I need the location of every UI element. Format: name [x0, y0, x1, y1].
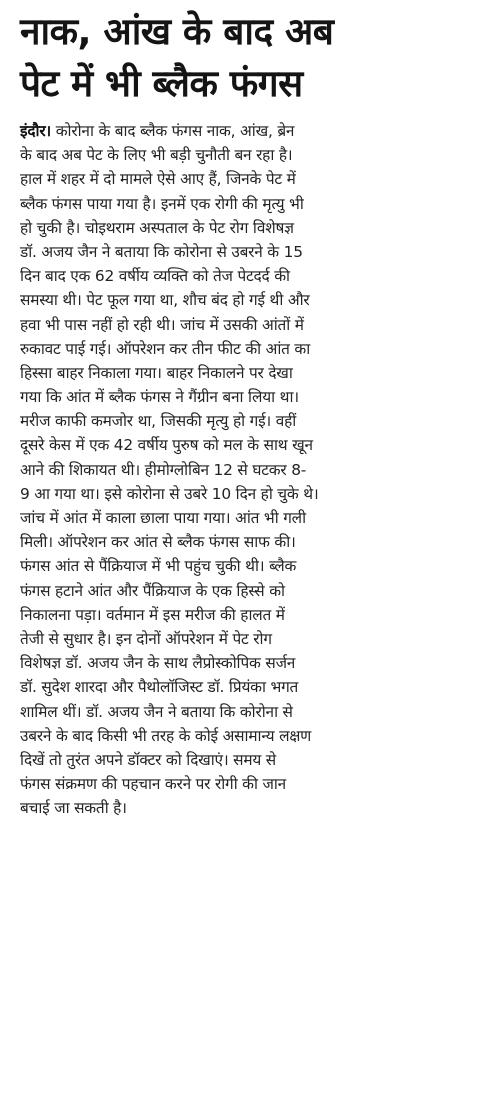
- body-line: जांच में आंत में काला छाला पाया गया। आंत भी गली: [20, 509, 306, 527]
- body-line: गया कि आंत में ब्लैक फंगस ने गैंग्रीन बना लिया था।: [20, 388, 299, 407]
- body-line: दिन बाद एक 62 वर्षीय व्यक्ति को तेज पेटदर्द की: [20, 267, 290, 286]
- body-line: डॉ. अजय जैन ने बताया कि कोरोना से उबरने के 15: [20, 242, 303, 261]
- body-line: ब्लैक फंगस पाया गया है। इनमें एक रोगी की मृत्यु भी: [20, 194, 304, 213]
- body-line: फंगस आंत से पैंक्रियाज में भी पहुंच चुकी थी। ब्लैक: [20, 557, 297, 576]
- body-line: आने की शिकायत थी। हीमोग्लोबिन 12 से घटकर 8-: [20, 460, 307, 479]
- headline-line: नाक, आंख के बाद अब: [20, 10, 334, 53]
- body-line: बचाई जा सकती है।: [20, 799, 127, 818]
- body-line: दूसरे केस में एक 42 वर्षीय पुरुष को मल के साथ खून: [20, 436, 313, 455]
- body-line: हवा भी पास नहीं हो रही थी। जांच में उसकी आंतों में: [20, 315, 304, 334]
- body-line: तेजी से सुधार है। इन दोनों ऑपरेशन में पेट रोग: [20, 629, 272, 648]
- body-line: हाल में शहर में दो मामले ऐसे आए हैं, जिनके पेट में: [20, 170, 296, 189]
- headline: [20, 6, 467, 110]
- body-line: शामिल थीं। डॉ. अजय जैन ने बताया कि कोरोना से: [20, 702, 293, 721]
- body-line: हिस्सा बाहर निकाला गया। बाहर निकालने पर देखा: [20, 363, 293, 382]
- body-line: 9 आ गया था। इसे कोरोना से उबरे 10 दिन हो चुके थे।: [20, 484, 319, 503]
- body-line: उबरने के बाद किसी भी तरह के कोई असामान्य लक्षण: [20, 726, 312, 745]
- body-line-text: कोरोना के बाद ब्लैक फंगस नाक, आंख, ब्रेन: [51, 122, 295, 140]
- body-line: हो चुकी है। चोइथराम अस्पताल के पेट रोग विशेषज्ञ: [20, 218, 294, 237]
- headline-line: पेट में भी ब्लैक फंगस: [20, 62, 303, 105]
- body-line: फंगस हटाने आंत और पैंक्रियाज के एक हिस्से को: [20, 581, 285, 600]
- body-line: फंगस संक्रमण की पहचान करने पर रोगी की जान: [20, 775, 287, 794]
- body-line: के बाद अब पेट के लिए भी बड़ी चुनौती बन रहा है।: [20, 146, 293, 165]
- body-line: निकालना पड़ा। वर्तमान में इस मरीज की हालत में: [20, 605, 285, 624]
- body-line: मरीज काफी कमजोर था, जिसकी मृत्यु हो गई। वहीं: [20, 412, 297, 431]
- body-line: डॉ. सुदेश शारदा और पैथोलॉजिस्ट डॉ. प्रियंका भगत: [20, 678, 299, 697]
- body-line: रुकावट पाई गई। ऑपरेशन कर तीन फीट की आंत का: [20, 339, 311, 358]
- body-line: मिली। ऑपरेशन कर आंत से ब्लैक फंगस साफ की।: [20, 533, 296, 552]
- body-line: [20, 119, 467, 143]
- body-line: समस्या थी। पेट फूल गया था, शौच बंद हो गई थी और: [20, 291, 310, 310]
- dateline: इंदौर।: [20, 122, 52, 140]
- article-body: [20, 119, 467, 820]
- body-line: दिखें तो तुरंत अपने डॉक्टर को दिखाएं। समय से: [20, 750, 277, 769]
- body-line: विशेषज्ञ डॉ. अजय जैन के साथ लैप्रोस्कोपिक सर्जन: [20, 654, 296, 673]
